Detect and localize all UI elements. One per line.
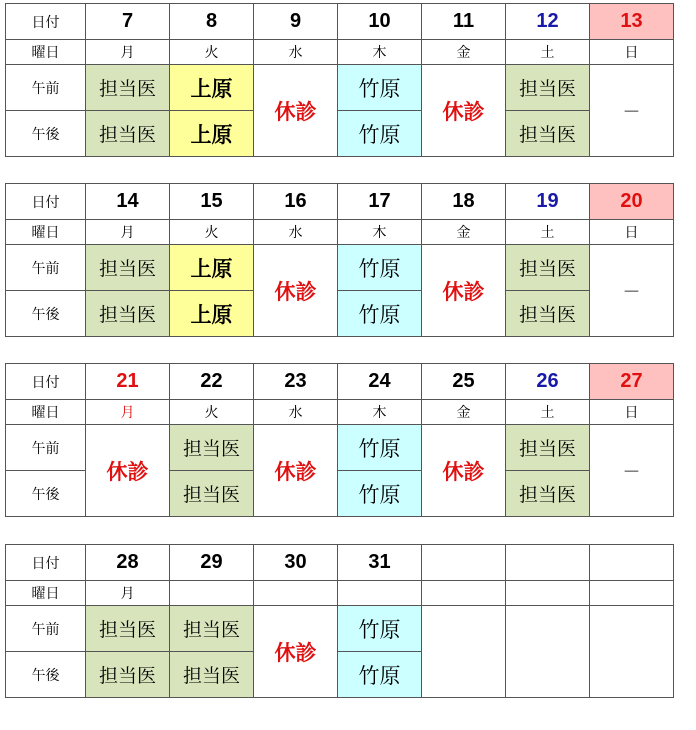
slot-uehara: 上原: [170, 111, 254, 157]
date-cell: 7: [86, 4, 170, 40]
slot-closed: 休診: [422, 425, 506, 517]
date-cell-sunday: 20: [590, 184, 674, 220]
slot-uehara: 上原: [170, 291, 254, 337]
weekday-cell: 月: [86, 40, 170, 65]
date-cell: 31: [338, 545, 422, 581]
slot-tanto: 担当医: [86, 606, 170, 652]
date-label: 日付: [6, 184, 86, 220]
date-label: 日付: [6, 4, 86, 40]
weekday-cell: [422, 581, 506, 606]
slot-empty: [590, 606, 674, 698]
slot-closed: 休診: [86, 425, 170, 517]
date-cell: 28: [86, 545, 170, 581]
slot-takehara: 竹原: [338, 471, 422, 517]
date-cell-saturday: 12: [506, 4, 590, 40]
weekday-label: 曜日: [6, 40, 86, 65]
weekday-cell: [338, 581, 422, 606]
date-cell: 30: [254, 545, 338, 581]
date-cell: 17: [338, 184, 422, 220]
slot-takehara: 竹原: [338, 111, 422, 157]
date-cell: 14: [86, 184, 170, 220]
slot-tanto: 担当医: [506, 291, 590, 337]
weekday-cell-holiday: 月: [86, 400, 170, 425]
am-label: 午前: [6, 425, 86, 471]
pm-label: 午後: [6, 652, 86, 698]
weekday-cell: 日: [590, 400, 674, 425]
slot-tanto: 担当医: [506, 245, 590, 291]
date-cell-saturday: 19: [506, 184, 590, 220]
date-cell: 23: [254, 364, 338, 400]
slot-tanto: 担当医: [86, 65, 170, 111]
slot-closed: 休診: [422, 65, 506, 157]
date-cell: 10: [338, 4, 422, 40]
slot-none: －: [590, 245, 674, 337]
slot-closed: 休診: [254, 65, 338, 157]
date-cell-sunday: 13: [590, 4, 674, 40]
weekday-cell: 日: [590, 220, 674, 245]
slot-empty: [506, 606, 590, 698]
weekday-cell: 火: [170, 40, 254, 65]
week-1-table: [5, 3, 674, 157]
weekday-cell: 火: [170, 400, 254, 425]
weekday-cell: 水: [254, 40, 338, 65]
slot-closed: 休診: [254, 245, 338, 337]
weekday-cell: 木: [338, 40, 422, 65]
slot-closed: 休診: [422, 245, 506, 337]
slot-tanto: 担当医: [170, 471, 254, 517]
weekday-cell: 木: [338, 220, 422, 245]
week-2-table: [5, 183, 674, 337]
slot-empty: [422, 606, 506, 698]
slot-uehara: 上原: [170, 245, 254, 291]
date-cell: 22: [170, 364, 254, 400]
slot-tanto: 担当医: [170, 425, 254, 471]
weekday-label: 曜日: [6, 581, 86, 606]
slot-closed: 休診: [254, 425, 338, 517]
slot-tanto: 担当医: [506, 111, 590, 157]
am-label: 午前: [6, 606, 86, 652]
slot-tanto: 担当医: [506, 471, 590, 517]
weekday-cell: [506, 581, 590, 606]
weekday-cell: 水: [254, 220, 338, 245]
date-cell-empty: [506, 545, 590, 581]
date-cell: 8: [170, 4, 254, 40]
pm-label: 午後: [6, 291, 86, 337]
slot-tanto: 担当医: [86, 245, 170, 291]
date-cell: 15: [170, 184, 254, 220]
date-label: 日付: [6, 545, 86, 581]
pm-label: 午後: [6, 471, 86, 517]
date-label: 日付: [6, 364, 86, 400]
date-cell: 16: [254, 184, 338, 220]
slot-takehara: 竹原: [338, 65, 422, 111]
date-cell: 9: [254, 4, 338, 40]
slot-tanto: 担当医: [170, 652, 254, 698]
date-cell-holiday: 21: [86, 364, 170, 400]
slot-tanto: 担当医: [86, 652, 170, 698]
weekday-label: 曜日: [6, 400, 86, 425]
date-cell: 29: [170, 545, 254, 581]
weekday-cell: 金: [422, 220, 506, 245]
weekday-cell: 金: [422, 40, 506, 65]
slot-tanto: 担当医: [506, 425, 590, 471]
am-label: 午前: [6, 245, 86, 291]
week-3-table: [5, 363, 674, 517]
weekday-cell: [170, 581, 254, 606]
date-cell: 11: [422, 4, 506, 40]
date-cell-sunday: 27: [590, 364, 674, 400]
slot-tanto: 担当医: [86, 111, 170, 157]
weekday-cell: 火: [170, 220, 254, 245]
weekday-cell: 土: [506, 400, 590, 425]
weekday-cell: 木: [338, 400, 422, 425]
date-cell: 24: [338, 364, 422, 400]
date-cell-empty: [590, 545, 674, 581]
date-cell-saturday: 26: [506, 364, 590, 400]
weekday-label: 曜日: [6, 220, 86, 245]
weekday-cell: 水: [254, 400, 338, 425]
slot-takehara: 竹原: [338, 291, 422, 337]
weekday-cell: 日: [590, 40, 674, 65]
slot-tanto: 担当医: [506, 65, 590, 111]
slot-takehara: 竹原: [338, 606, 422, 652]
weekday-cell: 月: [86, 581, 170, 606]
slot-none: －: [590, 65, 674, 157]
weekday-cell: 土: [506, 40, 590, 65]
slot-takehara: 竹原: [338, 245, 422, 291]
slot-takehara: 竹原: [338, 425, 422, 471]
slot-tanto: 担当医: [86, 291, 170, 337]
slot-tanto: 担当医: [170, 606, 254, 652]
date-cell: 25: [422, 364, 506, 400]
slot-takehara: 竹原: [338, 652, 422, 698]
week-4-table: [5, 544, 674, 698]
date-cell-empty: [422, 545, 506, 581]
slot-closed: 休診: [254, 606, 338, 698]
pm-label: 午後: [6, 111, 86, 157]
weekday-cell: [254, 581, 338, 606]
slot-uehara: 上原: [170, 65, 254, 111]
date-cell: 18: [422, 184, 506, 220]
slot-none: －: [590, 425, 674, 517]
weekday-cell: 土: [506, 220, 590, 245]
weekday-cell: [590, 581, 674, 606]
am-label: 午前: [6, 65, 86, 111]
weekday-cell: 月: [86, 220, 170, 245]
weekday-cell: 金: [422, 400, 506, 425]
